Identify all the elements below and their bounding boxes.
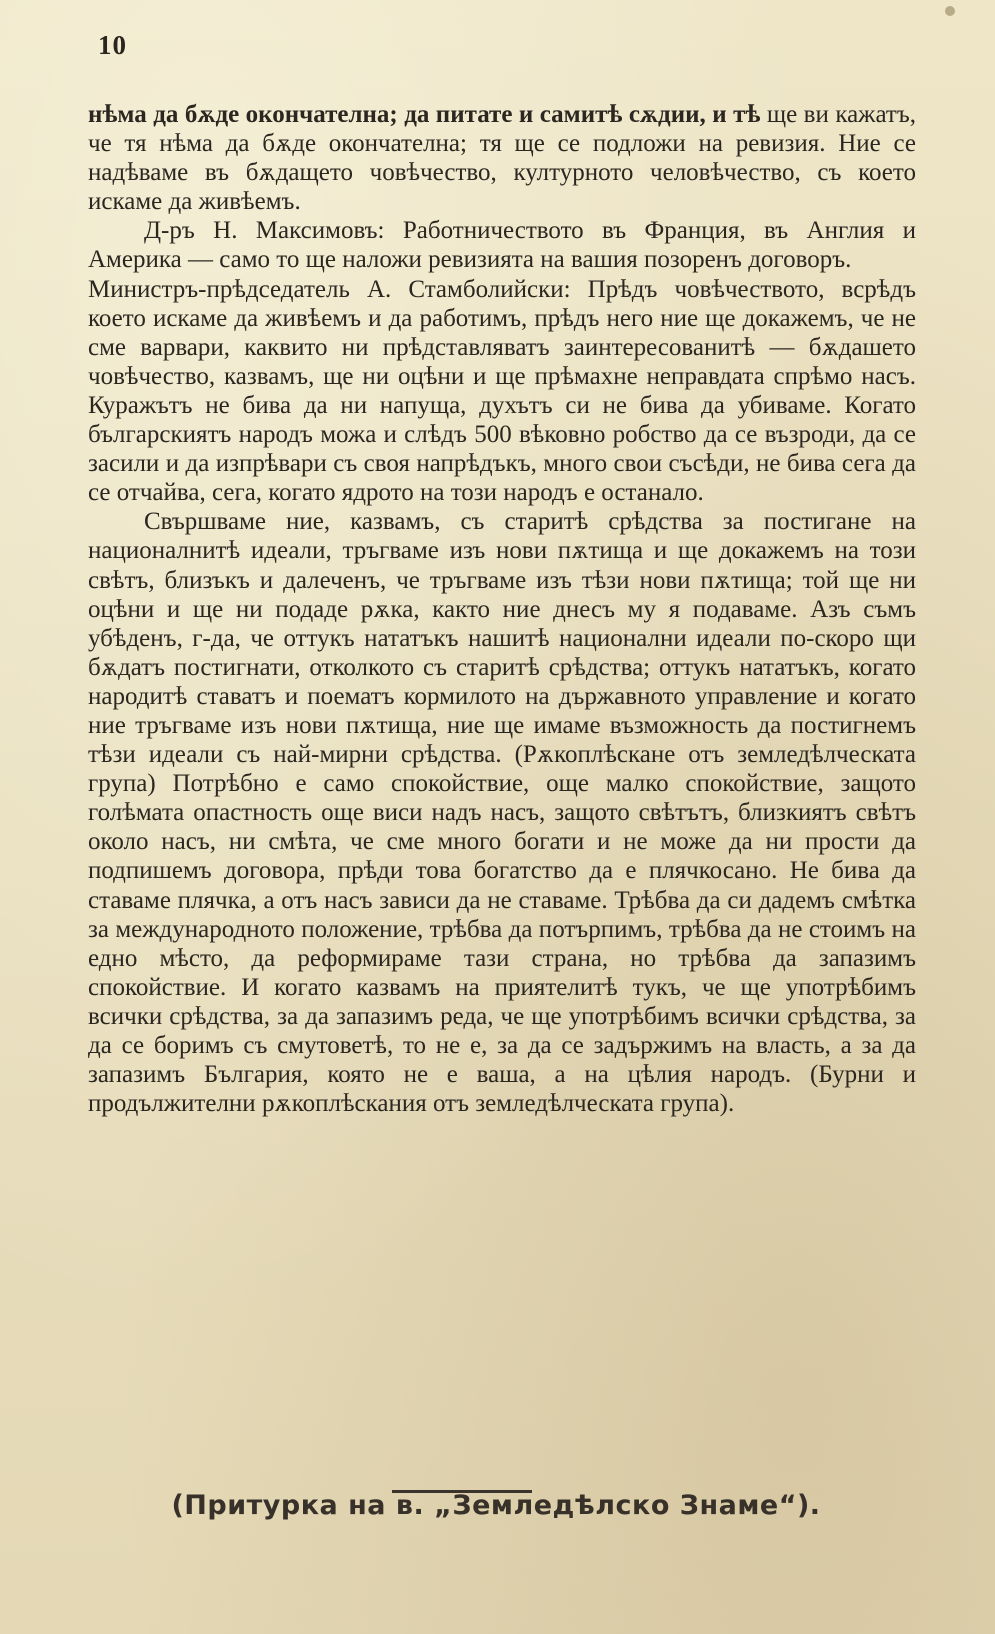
paragraph-3-text: Прѣдъ човѣчеството, всрѣдъ което искаме да живѣемъ и да работимъ, прѣдъ него ние ще докажемъ, че не сме варвари, каквито ни прѣдставляватъ заинтересованитѣ — бѫдашето човѣчество, казвамъ, ще ни оцѣни и ще прѣмахне неправдата спрѣмо насъ. Куражътъ не бива да ни напуща, духътъ си не бива да убиваме. Когато българскиятъ народъ можа и слѣдъ 500 вѣковно робство да се възроди, да се засили и да изпрѣвари съ своя напрѣдъкъ, много свои съсѣди, не бива сега да се отчайва, сега, когато ядрото на този народъ е останало.	[88, 275, 917, 507]
paragraph-2	[88, 216, 916, 274]
paragraph-4-text: Свършваме ние, казвамъ, съ старитѣ срѣдства за постигане на националнитѣ идеали, тръгваме изъ нови пѫтища и ще докажемъ на този свѣтъ, близъкъ и далеченъ, че тръгваме изъ тѣзи нови пѫтища; той ще ни оцѣни и ще ни подаде рѫка, както ние днесъ му я подаваме. Азъ съмъ убѣденъ, г-да, че оттукъ нататъкъ нашитѣ национални идеали по-скоро щи бѫдатъ постигнати, отколкото съ старитѣ срѣдства; оттукъ нататъкъ, когато народитѣ ставатъ и поематъ кормилото на държавното управление и когато ние тръгваме изъ нови пѫтища, ние ще имаме възможность да постигнемъ тѣзи идеали съ най-мирни срѣдства. (Рѫкоплѣскане отъ земледѣлческата група) Потрѣбно е само спокойствие, още малко спокойствие, защото голѣмата опастность още виси надъ насъ, защото свѣтътъ, близкиятъ свѣтъ около насъ, ни смѣта, че сме много богати и не може да ни прости да подпишемъ договора, прѣди това богатство да е плячкосано. Не бива да ставаме плячка, а отъ насъ зависи да не ставаме. Трѣбва да си дадемъ смѣтка за международното положение, трѣбва да потърпимъ, трѣбва да не стоимъ на едно мѣсто, да реформираме тази страна, но трѣбва да запазимъ спокойствие. И когато казвамъ на приятелитѣ тукъ, че ще употрѣбимъ всички срѣдства, за да запазимъ реда, че ще употрѣбимъ всички срѣдства, за да се боримъ съ смутоветѣ, то не е, за да се задържимъ на власть, а за да запазимъ България, която не е ваша, а на цѣлия народъ. (Бурни и продължителни рѫкоплѣскания отъ земледѣлческата група).	[88, 508, 916, 1118]
speaker-maksimov: Д-ръ Н. Максимовъ:	[144, 217, 385, 245]
speech-text	[88, 100, 916, 1118]
paragraph-3	[88, 275, 916, 508]
paragraph-1	[88, 100, 916, 216]
binding-hole	[945, 6, 955, 16]
paragraph-1-text: ще ви кажатъ, че тя нѣма да бѫде окончателна; тя ще се подложи на ревизия. Ние се надѣваме въ бѫдащето човѣчество, културното человѣчество, съ което искаме да живѣемъ.	[88, 101, 917, 216]
page-number: 10	[98, 30, 127, 60]
supplement-caption: (Притурка на в. „Земледѣлско Знаме“).	[171, 1490, 821, 1521]
speaker-stamboliyski: Министръ-прѣдседатель А. Стамболийски:	[88, 275, 571, 303]
paragraph-2-text: Работничеството въ Франция, въ Англия и Америка — само то ще наложи ревизията на вашия позоренъ договоръ.	[88, 217, 917, 274]
paragraph-4	[88, 507, 916, 1118]
paragraph-1-bold-part: нѣма да бѫде окончателна; да питате и самитѣ сѫдии, и тѣ	[88, 101, 761, 128]
